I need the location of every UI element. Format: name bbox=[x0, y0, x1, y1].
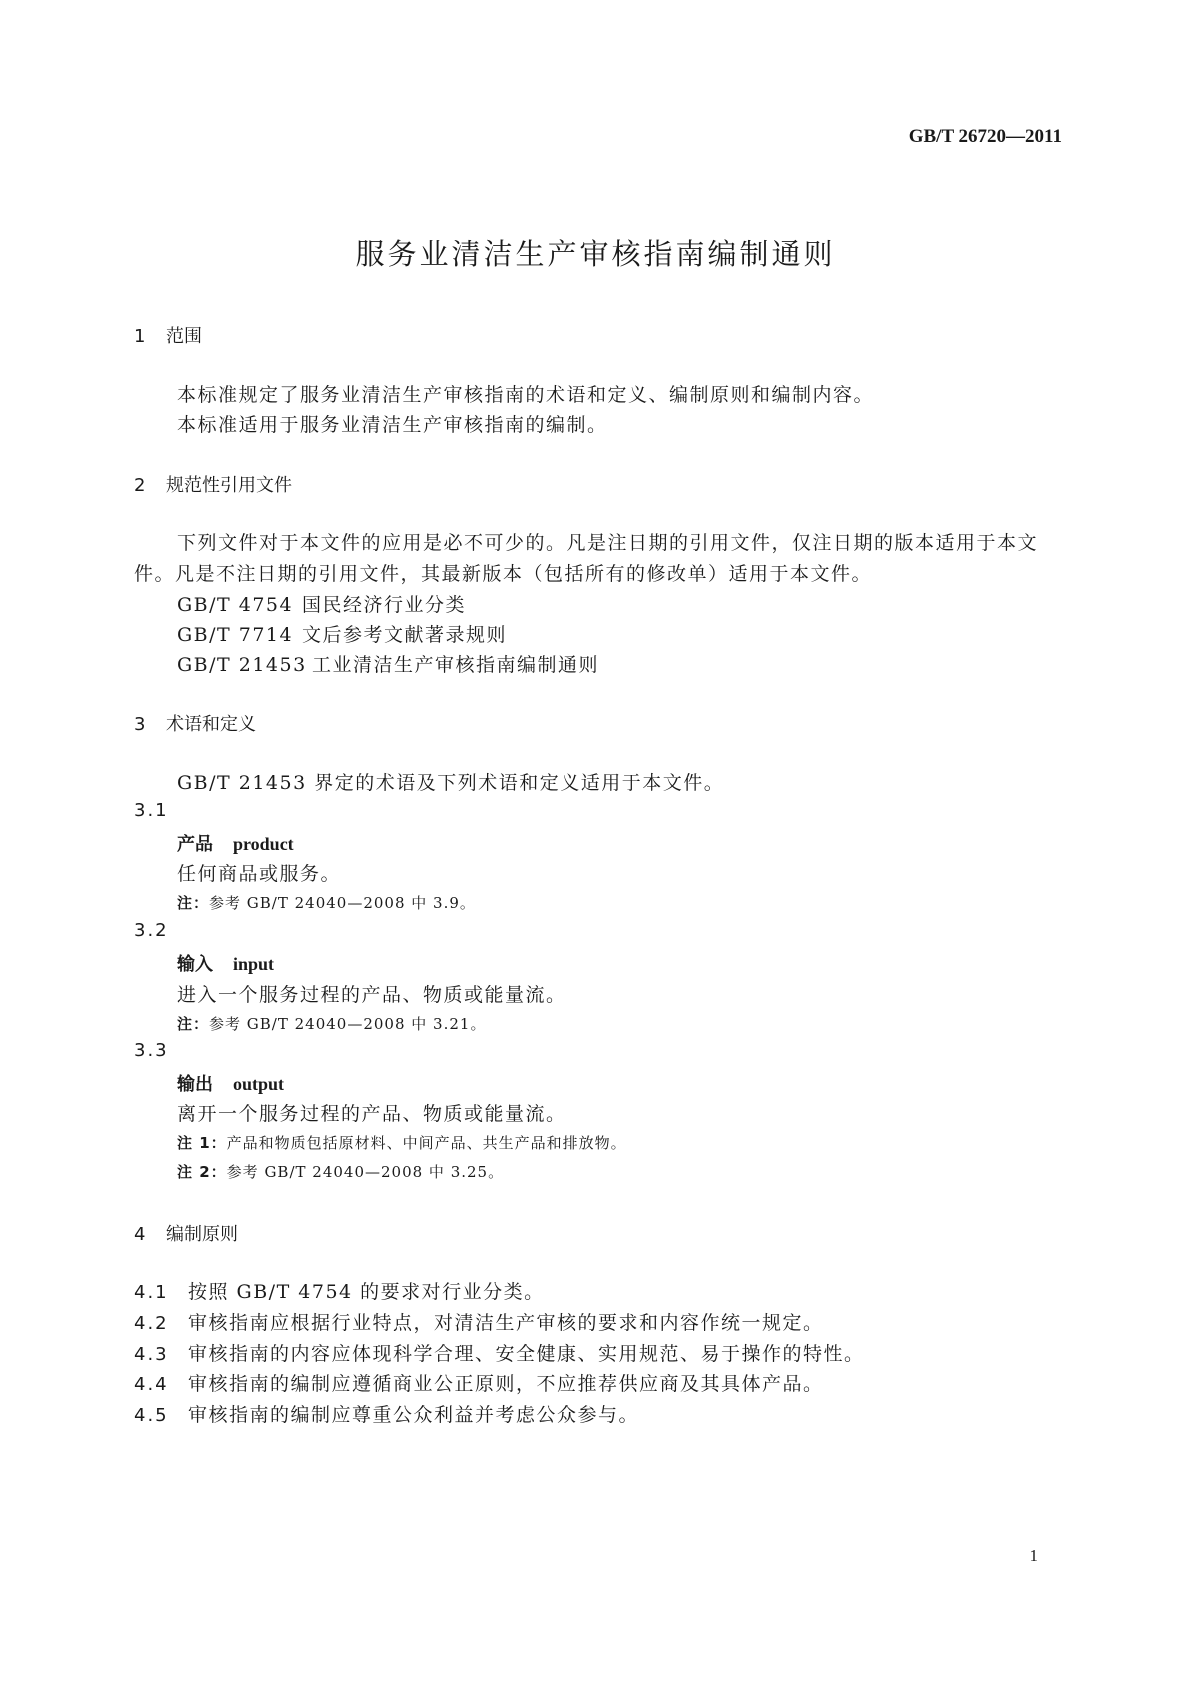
clause-number: 4.3 bbox=[134, 1344, 169, 1365]
note-label: 注 1： bbox=[177, 1134, 227, 1152]
section-number: 2 bbox=[134, 475, 146, 496]
section-number: 4 bbox=[134, 1224, 146, 1245]
reference-item bbox=[177, 650, 599, 677]
reference-title: 工业清洁生产审核指南编制通则 bbox=[312, 654, 600, 676]
term-en: input bbox=[233, 954, 275, 974]
section-title: 编制原则 bbox=[166, 1224, 238, 1245]
clause-item bbox=[134, 1308, 824, 1335]
section-2-heading bbox=[134, 471, 292, 497]
clause-item bbox=[134, 1369, 824, 1396]
sec3-intro: GB/T 21453 界定的术语及下列术语和定义适用于本文件。 bbox=[177, 772, 725, 794]
clause-text: 审核指南的内容应体现科学合理、安全健康、实用规范、易于操作的特性。 bbox=[188, 1343, 865, 1365]
term-note bbox=[177, 1013, 486, 1034]
term-zh: 产品 bbox=[177, 834, 213, 855]
term-note bbox=[177, 892, 476, 913]
note-label: 注 2： bbox=[177, 1163, 227, 1181]
reference-title: 国民经济行业分类 bbox=[302, 594, 467, 616]
document-title: 服务业清洁生产审核指南编制通则 bbox=[355, 237, 836, 271]
clause-text: 审核指南的编制应尊重公众利益并考虑公众参与。 bbox=[188, 1404, 640, 1426]
sec2-paragraph-line-2: 件。凡是不注日期的引用文件，其最新版本（包括所有的修改单）适用于本文件。 bbox=[134, 563, 873, 585]
clause-text: 审核指南的编制应遵循商业公正原则，不应推荐供应商及其具体产品。 bbox=[188, 1373, 824, 1395]
term-zh: 输入 bbox=[177, 954, 213, 975]
clause-number: 4.4 bbox=[134, 1374, 169, 1395]
term-number: 3.1 bbox=[134, 800, 169, 821]
reference-item bbox=[177, 620, 507, 647]
note-text: 参考 GB/T 24040—2008 中 3.9。 bbox=[209, 894, 476, 912]
reference-code: GB/T 7714 bbox=[177, 624, 294, 646]
term-note bbox=[177, 1132, 627, 1153]
section-3-heading bbox=[134, 710, 256, 736]
section-title: 规范性引用文件 bbox=[166, 475, 292, 496]
note-text: 参考 GB/T 24040—2008 中 3.25。 bbox=[226, 1163, 505, 1181]
reference-title: 文后参考文献著录规则 bbox=[302, 624, 508, 646]
section-1-heading bbox=[134, 322, 202, 348]
note-label: 注： bbox=[177, 1015, 210, 1033]
term-definition: 任何商品或服务。 bbox=[177, 863, 342, 885]
clause-number: 4.1 bbox=[134, 1282, 169, 1303]
reference-item bbox=[177, 590, 466, 617]
term-number: 3.2 bbox=[134, 920, 169, 941]
clause-text: 按照 GB/T 4754 的要求对行业分类。 bbox=[188, 1281, 545, 1303]
clause-item bbox=[134, 1339, 865, 1366]
note-text: 参考 GB/T 24040—2008 中 3.21。 bbox=[209, 1015, 487, 1033]
term-zh: 输出 bbox=[177, 1074, 213, 1095]
reference-code: GB/T 4754 bbox=[177, 594, 294, 616]
term-en: product bbox=[233, 834, 294, 854]
term-heading bbox=[177, 830, 294, 856]
clause-number: 4.5 bbox=[134, 1405, 169, 1426]
clause-item bbox=[134, 1277, 545, 1304]
term-number: 3.3 bbox=[134, 1040, 169, 1061]
clause-number: 4.2 bbox=[134, 1313, 169, 1334]
section-number: 3 bbox=[134, 714, 146, 735]
section-title: 术语和定义 bbox=[166, 714, 256, 735]
sec1-paragraph-1: 本标准规定了服务业清洁生产审核指南的术语和定义、编制原则和编制内容。 bbox=[177, 384, 875, 406]
note-text: 产品和物质包括原材料、中间产品、共生产品和排放物。 bbox=[226, 1134, 627, 1152]
sec1-paragraph-2: 本标准适用于服务业清洁生产审核指南的编制。 bbox=[177, 414, 608, 436]
clause-text: 审核指南应根据行业特点，对清洁生产审核的要求和内容作统一规定。 bbox=[188, 1312, 824, 1334]
term-heading bbox=[177, 950, 274, 976]
section-4-heading bbox=[134, 1220, 238, 1246]
page-number: 1 bbox=[1029, 1546, 1038, 1565]
term-en: output bbox=[233, 1074, 285, 1094]
note-label: 注： bbox=[177, 894, 210, 912]
term-definition: 离开一个服务过程的产品、物质或能量流。 bbox=[177, 1103, 567, 1125]
term-definition: 进入一个服务过程的产品、物质或能量流。 bbox=[177, 984, 567, 1006]
clause-item bbox=[134, 1400, 639, 1427]
term-note bbox=[177, 1161, 504, 1182]
section-number: 1 bbox=[134, 326, 146, 347]
term-heading bbox=[177, 1070, 284, 1096]
section-title: 范围 bbox=[166, 326, 202, 347]
reference-code: GB/T 21453 bbox=[177, 654, 307, 676]
standard-code: GB/T 26720—2011 bbox=[908, 126, 1062, 147]
sec2-paragraph-line-1: 下列文件对于本文件的应用是必不可少的。凡是注日期的引用文件，仅注日期的版本适用于本文 bbox=[177, 532, 1039, 554]
